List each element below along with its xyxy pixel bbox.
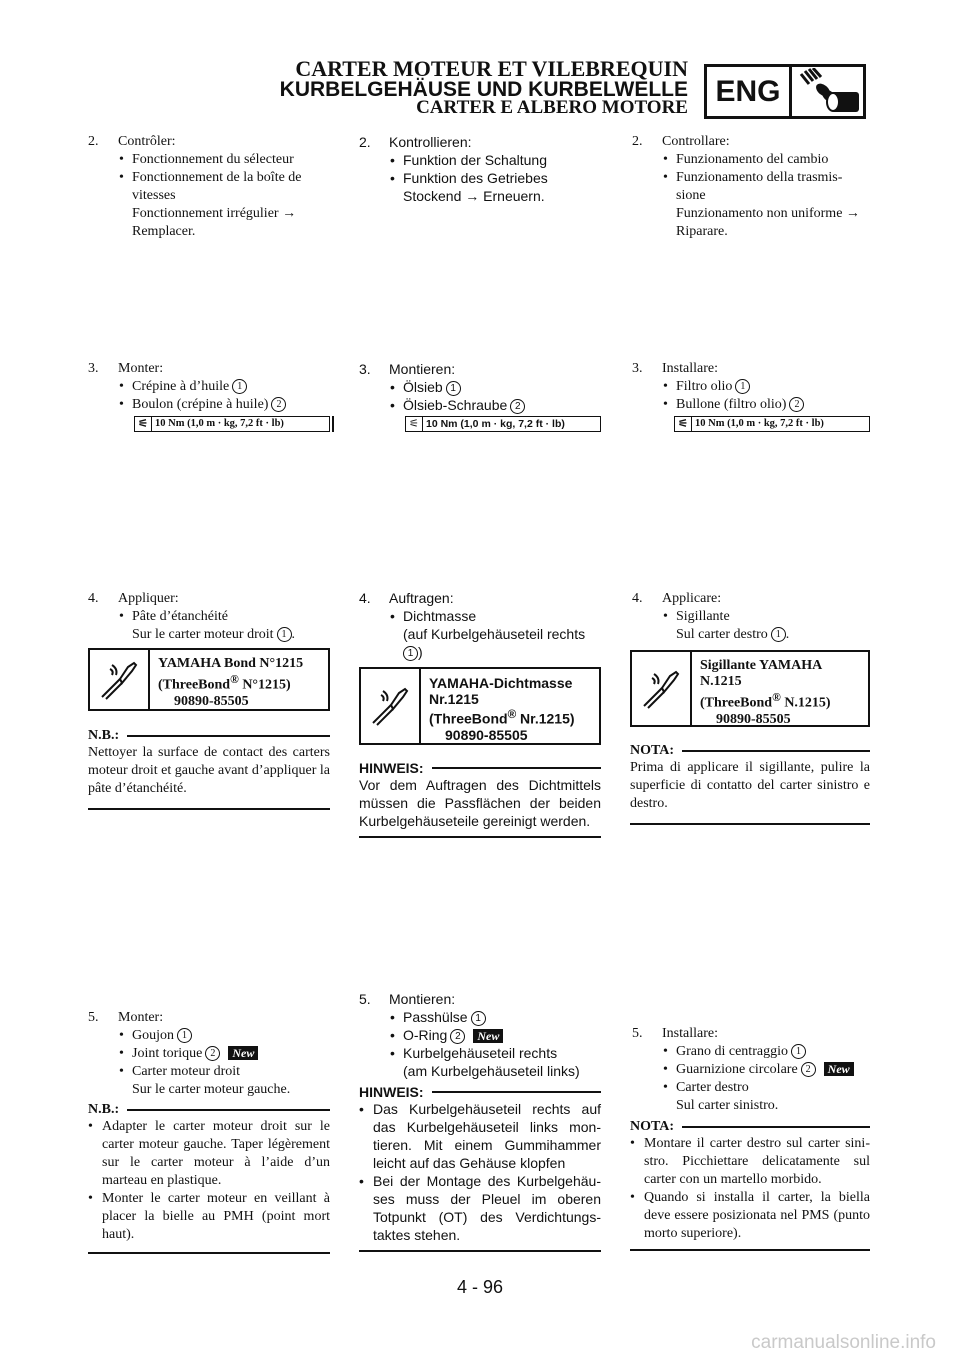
it-step-3: 3. Installare: • Filtro olio 1 • Bullone (filtro olio) 2 [632, 360, 870, 414]
torque-wrench-icon: ⚟ [675, 417, 692, 431]
eng-badge-label: ENG [715, 74, 781, 108]
de-step-5: 5. Montieren: • Passhülse 1 • O-Ring 2 New • Kurbelgehäuseteil rechts (am Kurbelgehäuseteil links) [359, 990, 602, 1080]
header-title-de: KURBELGEHÄUSE UND KURBELWELLE [279, 78, 688, 101]
eng-badge [704, 64, 866, 119]
fr-note-4: N.B.: Nettoyer la surface de contact des carters moteur droit et gauche avant d’appliquer la pâte d’étanchéité. [88, 728, 330, 810]
torque-wrench-icon: ⚟ [406, 417, 423, 431]
fr-step-2: 2. Contrôler: • Fonctionnement du sélecteur • Fonctionnement de la boîte de vitesses Fonctionnement irrégulier → Remplacer. [88, 133, 332, 241]
de-sealant-box: YAMAHA-Dichtmasse Nr.1215 (ThreeBond® Nr.1215) 90890-85505 [359, 667, 601, 745]
new-part-badge: New [228, 1046, 258, 1060]
watermark: carmanualsonline.info [751, 1332, 936, 1353]
it-step-4: 4. Applicare: • Sigillante Sul carter destro 1 . [632, 590, 870, 644]
fr-sealant-box: YAMAHA Bond N°1215 (ThreeBond® N°1215) 90890-85505 [88, 648, 330, 711]
de-torque-spec: ⚟ 10 Nm (1,0 m · kg, 7,2 ft · lb) [405, 416, 601, 432]
it-sealant-box: Sigillante YAMAHA N.1215 (ThreeBond® N.1215) 90890-85505 [630, 650, 870, 727]
it-note-4: NOTA: Prima di applicare il sigillante, pulire la superficie di contatto del carter sinistro e destro. [630, 743, 870, 825]
it-step-5: 5. Installare: • Grano di centraggio 1 • Guarnizione circolare 2 New • Carter destro Sul carter sinistro. [632, 1025, 870, 1115]
torque-wrench-icon: ⚟ [135, 417, 152, 431]
fr-step-4: 4. Appliquer: • Pâte d’étanchéité Sur le carter moteur droit 1 . [88, 590, 332, 644]
de-note-4: HINWEIS: Vor dem Auftragen des Dichtmittels müssen die Passflächen der beiden Kurbelgehäuseteile gereinigt werden. [359, 760, 601, 838]
de-note-5: HINWEIS: • Das Kurbelgehäuseteil rechts auf das Kurbelgehäuseteil links montieren. Mit einem Gummihammer leicht auf das Gehäuse klopfen • Bei der Montage des Kurbelgehäuses muss der Pleuel im oberen Totpunkt (OT) des Verdichtungstaktes stehen. [359, 1084, 601, 1252]
page-number: 4 - 96 [456, 1277, 504, 1297]
sealant-tool-icon [361, 669, 421, 743]
engine-spring-icon [789, 67, 863, 116]
new-part-badge: New [473, 1029, 503, 1043]
callout-1: 1 [232, 379, 247, 394]
de-step-2: 2. Kontrollieren: • Funktion der Schaltung • Funktion des Getriebes Stockend → Erneuern. [359, 133, 602, 205]
callout-2: 2 [271, 397, 286, 412]
sealant-tool-icon [632, 652, 692, 725]
de-step-3: 3. Montieren: • Ölsieb 1 • Ölsieb-Schraube 2 [359, 360, 602, 414]
header-title-it: CARTER E ALBERO MOTORE [416, 97, 688, 118]
sealant-tool-icon [90, 650, 150, 709]
it-step-2: 2. Controllare: • Funzionamento del cambio • Funzionamento della trasmis- sione Funzionamento non uniforme → Riparare. [632, 133, 870, 241]
new-part-badge: New [824, 1062, 854, 1076]
fr-step-3: 3. Monter: • Crépine à d’huile 1 • Boulon (crépine à huile) 2 [88, 360, 332, 414]
it-note-5: NOTA: • Montare il carter destro sul carter sinistro. Picchiettare delicatamente sul carter con un martello morbido. • Quando si installa il carter, la biella deve essere posizionata nel PMS (punto morto superiore). [630, 1119, 870, 1251]
de-step-4: 4. Auftragen: • Dichtmasse (auf Kurbelgehäuseteil rechts 1 ) [359, 589, 602, 661]
fr-step-5: 5. Monter: • Goujon 1 • Joint torique 2 New • Carter moteur droit Sur le carter moteur gauche. [88, 1009, 332, 1099]
fr-torque-spec: ⚟ 10 Nm (1,0 m · kg, 7,2 ft · lb) [134, 416, 330, 432]
fr-note-5: N.B.: • Adapter le carter moteur droit sur le carter moteur gauche. Taper légèrement sur le carter moteur à l’aide d’un marteau en plastique. • Monter le carter moteur en veillant à placer la bielle au PMH (point mort haut). [88, 1102, 330, 1254]
header-title-fr: CARTER MOTEUR ET VILEBREQUIN [295, 56, 688, 81]
it-torque-spec: ⚟ 10 Nm (1,0 m · kg, 7,2 ft · lb) [674, 416, 870, 432]
